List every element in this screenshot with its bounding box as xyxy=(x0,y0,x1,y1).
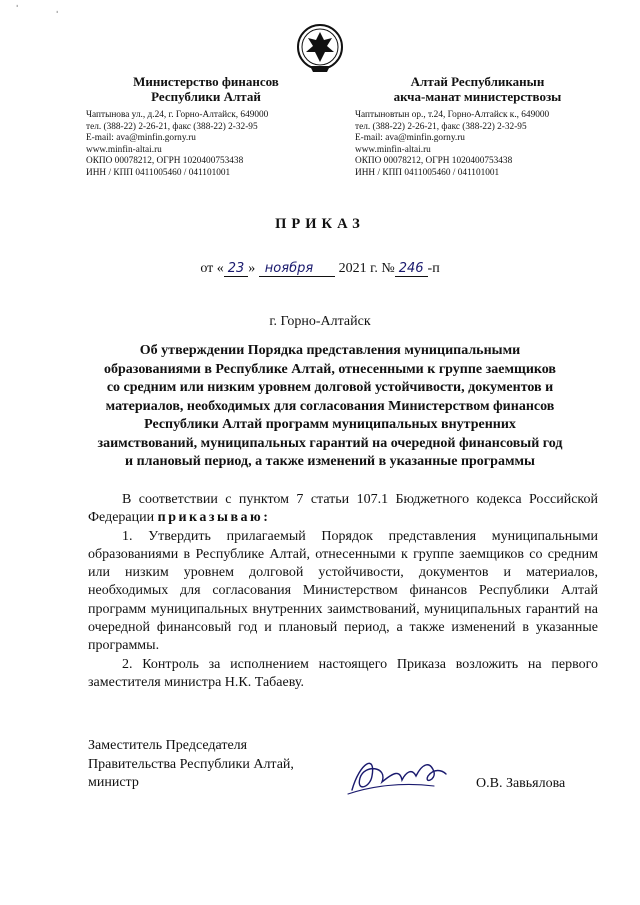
handwritten-signature xyxy=(342,742,452,802)
subject-line: и плановый период, а также изменений в указанные программы xyxy=(125,454,535,469)
body-item-1: 1. Утвердить прилагаемый Порядок представления муниципальными образованиями в Республике Алтай, отнесенными к группе заемщиков со средним или низким уровнем долговой устойчивости, документов и материалов, необходимых для согласования Министерством финансов Республики Алтай программ муниципальных внутренних заимствований, муниципальных гарантий на очередной финансовый год и плановый период, а также изменений в указанные программы. xyxy=(88,528,598,654)
order-day: 23 xyxy=(224,261,249,277)
website: www.minfin-altai.ru xyxy=(355,144,431,155)
body-item-2: 2. Контроль за исполнением настоящего Приказа возложить на первого заместителя министра Н.К. Табаеву. xyxy=(88,656,598,690)
org-name-line: Алтай Республиканын xyxy=(410,74,545,89)
date-prefix: от « xyxy=(200,261,224,276)
order-body xyxy=(88,491,598,692)
phone: тел. (388-22) 2-26-21, факс (388-22) 2-32-95 xyxy=(355,121,527,132)
website: www.minfin-altai.ru xyxy=(86,144,162,155)
org-name-line: акча-манат министерствозы xyxy=(393,89,562,104)
order-subject xyxy=(70,342,590,472)
phone: тел. (388-22) 2-26-21, факс (388-22) 2-32-95 xyxy=(86,121,258,132)
subject-line: образованиями в Республике Алтай, отнесенными к группе заемщиков xyxy=(104,361,556,377)
org-name-line: Министерство финансов xyxy=(133,74,279,89)
city: г. Горно-Алтайск xyxy=(269,314,371,329)
order-date-line xyxy=(0,261,640,277)
position-line: министр xyxy=(88,775,139,790)
header-right-block xyxy=(355,74,600,179)
body-intro: В соответствии с пунктом 7 статьи 107.1 Бюджетного кодекса Российской Федерации приказываю: xyxy=(88,492,598,526)
order-year: 2021 г. № xyxy=(338,261,395,276)
order-number: 246 xyxy=(395,261,428,277)
signatory-name: О.В. Завьялова xyxy=(476,776,566,791)
address: Чаптынова ул., д.24, г. Горно-Алтайск, 649000 xyxy=(86,110,269,120)
position-line: Заместитель Председателя xyxy=(88,738,248,753)
subject-line: со средним или низким уровнем долговой устойчивости, документов и xyxy=(106,380,554,395)
subject-line: заимствований, муниципальных гарантий на очередной финансовый год xyxy=(97,435,563,451)
date-mid: » xyxy=(248,261,256,276)
document-title: ПРИКАЗ xyxy=(275,216,365,232)
inn-kpp: ИНН / КПП 0411005460 / 041101001 xyxy=(355,167,500,178)
org-name-ru xyxy=(86,74,326,104)
org-name-line: Республики Алтай xyxy=(151,89,261,104)
address: Чаптыновтын ор., т.24, Горно-Алтайск к., 649000 xyxy=(355,110,550,120)
subject-line: Республики Алтай программ муниципальных внутренних xyxy=(144,417,516,432)
email: E-mail: ava@minfin.gorny.ru xyxy=(355,133,465,143)
okpo: ОКПО 00078212, ОГРН 1020400753438 xyxy=(355,156,513,166)
header-left-block xyxy=(86,74,326,179)
inn-kpp: ИНН / КПП 0411005460 / 041101001 xyxy=(86,167,231,178)
okpo: ОКПО 00078212, ОГРН 1020400753438 xyxy=(86,156,244,166)
coat-of-arms-emblem xyxy=(296,22,344,76)
email: E-mail: ava@minfin.gorny.ru xyxy=(86,133,196,143)
position-line: Правительства Республики Алтай, xyxy=(88,756,294,772)
order-month: ноября xyxy=(259,261,335,277)
signatory-position xyxy=(88,737,294,793)
order-number-suffix: -п xyxy=(427,261,440,276)
scan-mark: ˈ xyxy=(56,10,59,19)
org-name-alt xyxy=(355,74,600,104)
subject-line: материалов, необходимых для согласования Министерством финансов xyxy=(105,398,555,414)
subject-line: Об утверждении Порядка представления муниципальными xyxy=(139,343,521,358)
order-command: приказываю: xyxy=(157,510,271,526)
scan-mark: ˈ xyxy=(16,4,19,13)
